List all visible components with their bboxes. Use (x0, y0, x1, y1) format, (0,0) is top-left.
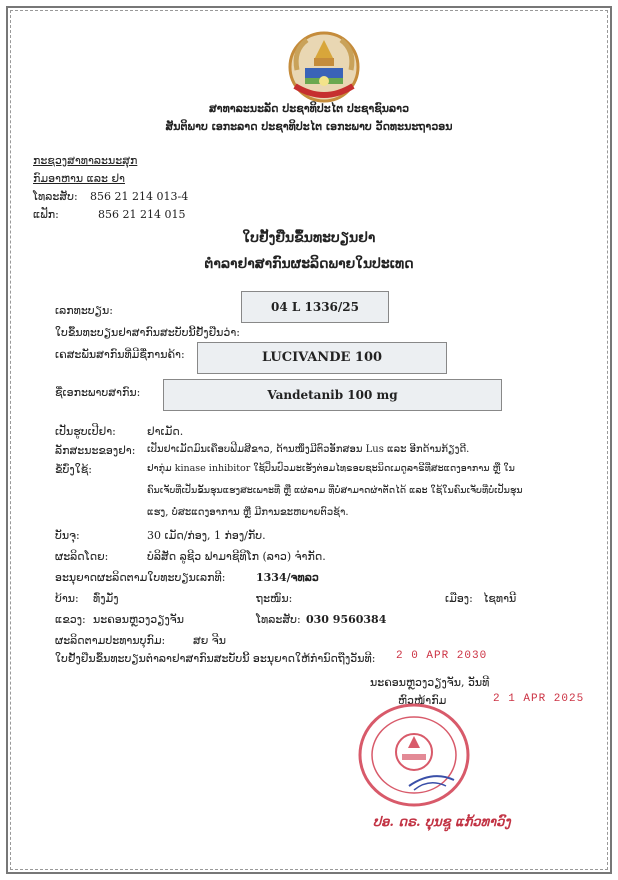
indication-line2: ຄົນເຈັບທີ່ເປັນຂັ້ນຮຸນແຮງສະເພາະທີ່ ຫຼື ແຜ່ລາມ ທີ່ບໍ່ສາມາດຜ່າຕັດໄດ້ ແລະ ໃຊ້ໃນຄົນເຈັບທີ່ບໍ່ເປັນຮຸນ (147, 485, 523, 496)
title-line1: ໃບຢັ້ງຢືນຂຶ້ນທະບຽນຢາ (242, 230, 376, 246)
department-name: ກົມອາຫານ ແລະ ຢາ (33, 172, 125, 185)
title-line2: ຕຳລາຢາສາກົນຜະລິດພາຍໃນປະເທດ (204, 256, 414, 272)
district-label: ເມືອງ: (445, 592, 473, 605)
validity-text: ໃບຢັ້ງຢືນຂຶ້ນທະບຽນຕຳລາຢາສາກົນສະບັບນີ້ ອະນຸຍາດໃຫ້ກຳນົດຖືງວັນທີ: (55, 652, 376, 665)
header-line1: ສາທາລະນະລັດ ປະຊາທິປະໄຕ ປະຊາຊົນລາວ (208, 102, 410, 115)
license-label: ອະນຸຍາດຜະລິດຕາມໃບທະບຽນເລກທີ: (55, 571, 226, 584)
package-label: ບັນຈຸ: (55, 529, 80, 542)
reg-number-label: ເລກທະບຽນ: (55, 304, 113, 317)
province-value: ນະຄອນຫຼວງວຽງຈັນ (93, 613, 184, 626)
reg-number-box: 04 L 1336/25 (241, 291, 389, 323)
package-value: 30 ເມັດ/ກ່ອງ, 1 ກ່ອງ/ກັບ. (147, 529, 266, 542)
issue-date: 2 1 APR 2025 (493, 693, 585, 705)
district-value: ໄຊທານີ (483, 592, 517, 605)
official-seal-icon (354, 700, 474, 810)
national-emblem-icon (287, 30, 361, 104)
manufacturer-value: ບໍລິສັດ ລູຊີວ ຟາມາຊີທິໂກ (ລາວ) ຈຳກັດ. (147, 550, 326, 563)
position-text: ຫົວໜ້າກົມ (398, 694, 447, 707)
signer-name: ປອ. ດຣ. ບຸນຊູ ແກ້ວທາວົງ (373, 815, 511, 830)
ministry-name: ກະຊວງສາທາລະນະສຸກ (33, 154, 138, 167)
village-value: ທົ່ງມັ່ງ (93, 592, 119, 605)
license-value: 1334/ຈທລວ (256, 571, 319, 584)
village-label: ບ້ານ: (55, 592, 79, 605)
phone-label: ໂທລະສັບ: (256, 613, 301, 626)
ministry-fax-label: ແຟັກ: (33, 208, 59, 221)
appearance-label: ລັກສະນະຂອງຢາ: (55, 444, 136, 457)
manufacturer-label: ຜະລິດໂດຍ: (55, 550, 109, 563)
ministry-tel-label: ໂທລະສັບ: (33, 190, 78, 203)
header-line2: ສັນຕິພາບ ເອກະລາດ ປະຊາທິປະໄຕ ເອກະພາບ ວັດທະນະຖາວອນ (165, 120, 453, 133)
phone-value: 030 9560384 (306, 613, 387, 626)
street-label: ຖະໜົນ: (256, 592, 293, 605)
page-border-inner (10, 10, 608, 870)
indication-line1: ຢາກຸ່ມ kinase inhibitor ໃຊ້ປິ່ນປົວມະເຮັງຕ່ອມໄທຣອຍຊະນິດເມດູລາຣີທີ່ສະແດງອາການ ຫຼື ໃນ (147, 463, 515, 474)
generic-name-box: Vandetanib 100 mg (163, 379, 502, 411)
director-value: ສຍ ຈີນ (193, 634, 226, 647)
brand-name-box: LUCIVANDE 100 (197, 342, 447, 374)
indication-label: ຂໍ້ບົ່ງໃຊ້: (55, 463, 92, 476)
director-label: ຜະລິດຕາມປະທານບຸກົມ: (55, 634, 166, 647)
generic-label: ຊື່ເອກະພາບສາກົນ: (55, 386, 141, 399)
certify-text: ໃບຂຶ້ນທະບຽນຢາສາກົນສະບັບນີ້ຢັ້ງຢືນວ່າ: (55, 326, 240, 339)
form-label: ເປັນຮູບເປີຢາ: (55, 425, 116, 438)
appearance-value: ເປັນຢາເມັດມົນເຄືອບຟີມສີຂາວ, ດ້ານໜຶ່ງມີຕົວອັກສອນ Lus ແລະ ອີກດ້ານກ້ຽງດີ. (147, 444, 470, 455)
form-value: ຢາເມັດ. (147, 425, 184, 438)
indication-line3: ແຮງ, ບໍ່ສະແດງອາການ ຫຼື ມີການຂະຫຍາຍຕົວຊ້າ. (147, 507, 349, 518)
expiry-date: 2 0 APR 2030 (396, 650, 488, 662)
ministry-tel-value: 856 21 214 013-4 (90, 190, 189, 203)
place-date-text: ນະຄອນຫຼວງວຽງຈັນ, ວັນທີ (370, 676, 490, 689)
brand-label: ເຄສະພັນສາກົນທີ່ມີຊື່ການຄ້າ: (55, 348, 185, 361)
province-label: ແຂວງ: (55, 613, 86, 626)
ministry-fax-value: 856 21 214 015 (98, 208, 186, 221)
